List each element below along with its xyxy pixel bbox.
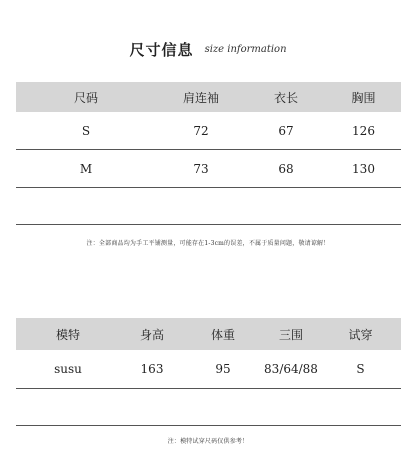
- size-cell-length: 67: [278, 123, 294, 138]
- model-header-model: 模特: [55, 327, 80, 342]
- model-header-height: 身高: [139, 327, 164, 342]
- model-header-measurements: 三围: [278, 327, 303, 342]
- model-note: 注：模特试穿尺码仅供参考！: [167, 438, 249, 445]
- empty-table-row: [16, 389, 401, 425]
- size-info-title-en: size information: [204, 44, 287, 55]
- row-divider: [16, 224, 401, 225]
- size-header-chest: 胸围: [351, 90, 376, 105]
- size-header-size: 尺码: [73, 90, 98, 105]
- size-cell-sleeve: 72: [193, 123, 209, 138]
- model-table-header-row: [16, 318, 401, 350]
- model-cell-measurements: 83/64/88: [264, 362, 318, 376]
- model-cell-height: 163: [140, 362, 164, 376]
- size-cell-chest: 130: [352, 161, 375, 176]
- size-table: [16, 82, 401, 225]
- size-header-sleeve: 肩连袖: [182, 90, 219, 105]
- size-cell-chest: 126: [352, 123, 375, 138]
- row-divider: [16, 425, 401, 426]
- size-note: 注：全部商品均为手工平铺测量，可能存在1-3cm的误差，不属于质量问题，敬请谅解！: [86, 240, 330, 247]
- table-row: [16, 112, 401, 149]
- size-header-length: 衣长: [273, 90, 298, 105]
- model-cell-tried-size: S: [356, 362, 365, 376]
- size-cell-size: M: [79, 161, 93, 176]
- size-info-title-zh: 尺寸信息: [129, 41, 194, 59]
- model-cell-name: susu: [54, 362, 82, 376]
- size-cell-sleeve: 73: [193, 161, 209, 176]
- model-header-tried-size: 试穿: [348, 327, 373, 342]
- table-row: [16, 150, 401, 187]
- model-table: [16, 318, 401, 426]
- model-header-weight: 体重: [210, 327, 235, 342]
- size-info-title: [0, 39, 416, 60]
- size-cell-length: 68: [278, 161, 294, 176]
- model-cell-weight: 95: [215, 362, 231, 376]
- size-table-header-row: [16, 82, 401, 112]
- empty-table-row: [16, 188, 401, 224]
- table-row: [16, 350, 401, 388]
- size-cell-size: S: [81, 123, 91, 138]
